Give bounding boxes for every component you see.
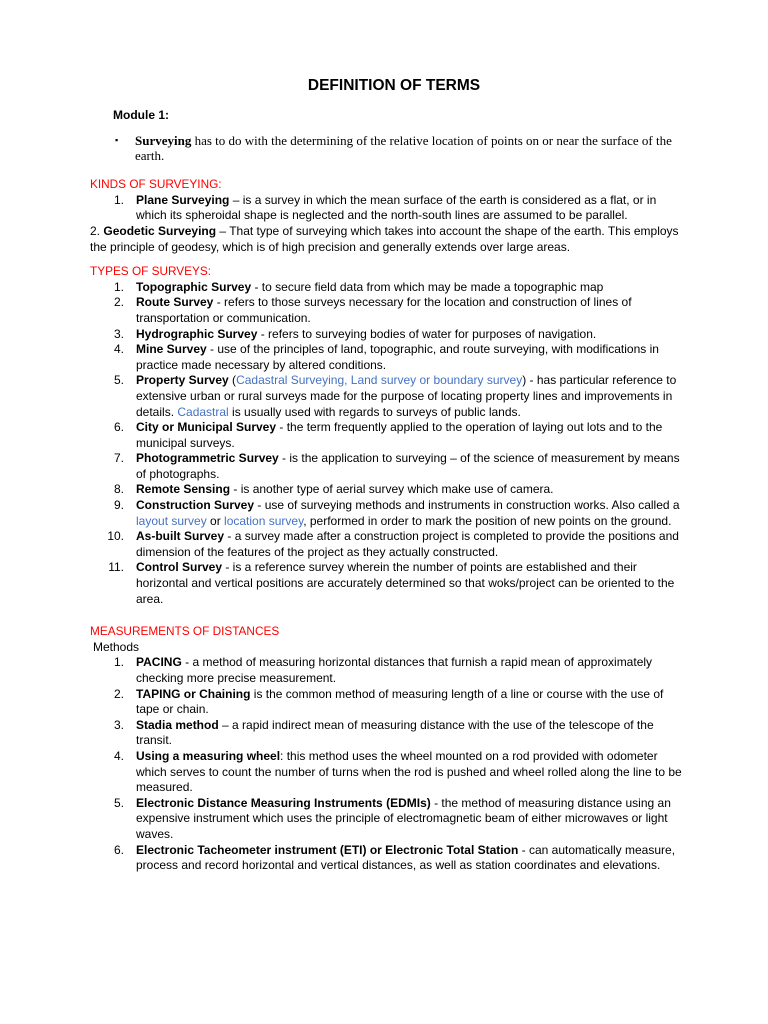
layout-survey-link[interactable]: layout survey [136,513,207,528]
page-title: DEFINITION OF TERMS [307,77,481,94]
intro-term: Surveying [135,133,192,149]
item-number: 9. [113,498,124,513]
item-number: 6. [113,842,124,857]
list-item [90,280,690,296]
item-term: Topographic Survey [136,279,252,294]
module-heading: Module 1: [113,107,169,122]
kinds-item-2 [90,224,690,255]
item-term: Construction Survey [136,498,255,513]
list-item [90,373,690,420]
item-term: Mine Survey [136,342,207,357]
item-number: 4. [113,342,124,357]
item-number: 1. [113,655,124,670]
list-item [90,498,690,529]
item-term: City or Municipal Survey [136,420,277,435]
list-item [90,193,690,224]
item-text: ) - has particular reference to extensive urban or rural surveys made for the purpose of locating property lines and improvements in details. [136,373,677,419]
item-term: Electronic Tacheometer instrument (ETI) or Electronic Total Station [136,842,519,857]
list-item [90,451,690,482]
intro-text: has to do with the determining of the relative location of points on or near the surface of the earth. [135,133,672,164]
list-item [90,687,690,718]
item-term: Remote Sensing [136,482,231,497]
intro-bullet-item [90,133,690,163]
item-number: 8. [113,482,124,497]
location-survey-link[interactable]: location survey [224,513,304,528]
document-page [90,78,690,874]
measurements-list [90,655,690,873]
item-number: 11. [108,560,124,575]
item-text: - the method of measuring distance using an expensive instrument which uses the principle of electromagnetic beam of either microwaves or light waves. [136,795,671,841]
list-item [90,295,690,326]
list-item [90,560,690,607]
item-term: Property Survey [136,373,229,388]
item-text: - to secure field data from which may be made a topographic map [251,279,604,294]
item-text: - refers to surveying bodies of water for purposes of navigation. [257,326,597,341]
list-item [90,482,690,498]
list-item [90,843,690,874]
item-number: 2. [113,295,124,310]
item-text: - a survey made after a construction project is completed to provide the positions and dimension of the features of the project as they actually constructed. [136,529,679,559]
item-text: – is a survey in which the mean surface of the earth is considered as a flat, or in which its spheroidal shape is neglected and the north-south lines are assumed to be parallel. [136,192,657,223]
list-item [90,749,690,796]
item-term: Route Survey [136,295,214,310]
item-term: Electronic Distance Measuring Instruments (EDMIs) [136,795,431,810]
item-number: 6. [113,420,124,435]
item-number: 1. [113,279,124,294]
item-number: 5. [113,373,124,388]
kinds-list [90,193,690,224]
item-term: Using a measuring wheel [136,748,281,763]
item-text: is the common method of measuring length of a line or course with the use of tape or chain. [136,686,664,717]
item-text: - is a reference survey wherein the number of points are established and their horizontal and vertical positions are accurately determined so that woks/project can be oriented to the area. [136,560,675,606]
item-text: - is the application to surveying – of the science of measurement by means of photographs. [136,451,680,481]
types-heading: TYPES OF SURVEYS: [90,264,212,279]
item-term: Geodetic Surveying [103,223,217,238]
list-item [90,718,690,749]
item-number: 2. [90,223,101,238]
item-text: - can automatically measure, process and record horizontal and vertical distances, as well as station coordinates and elevations. [136,842,676,873]
cadastral-link[interactable]: Cadastral [177,404,229,419]
item-number: 7. [113,451,124,466]
item-text: - is another type of aerial survey which make use of camera. [230,482,554,497]
item-number: 4. [113,748,124,763]
item-text: - refers to those surveys necessary for the location and construction of lines of transportation or communication. [136,295,632,325]
item-term: PACING [136,655,182,670]
item-text: - the term frequently applied to the operation of laying out lots and to the municipal surveys. [136,420,663,450]
item-text: or [206,513,225,528]
item-text: : this method uses the wheel mounted on a rod provided with odometer which serves to count the number of turns when the rod is pushed and wheel rolled along the line to be measured. [136,748,682,795]
list-item [90,420,690,451]
kinds-heading: KINDS OF SURVEYING: [90,177,222,192]
item-text: – a rapid indirect mean of measuring distance with the use of the telescope of the transit. [136,717,654,748]
item-term: TAPING or Chaining [136,686,251,701]
item-text: ( [228,373,237,388]
methods-subheading: Methods [93,639,140,654]
item-term: Control Survey [136,560,223,575]
item-number: 1. [113,192,124,207]
item-text: , performed in order to mark the position of new points on the ground. [303,513,672,528]
item-term: Hydrographic Survey [136,326,258,341]
item-text: – That type of surveying which takes into account the shape of the earth. This employs the principle of geodesy, which is of high precision and generally extends over large areas. [90,223,679,254]
item-term: Stadia method [136,717,219,732]
measurements-heading: MEASUREMENTS OF DISTANCES [90,624,280,639]
item-text: - use of the principles of land, topographic, and route surveying, with modifications in practice made necessary by altered conditions. [136,342,659,372]
item-number: 3. [113,717,124,732]
types-list [90,280,690,607]
item-number: 2. [113,686,124,701]
item-text: - a method of measuring horizontal distances that furnish a rapid mean of approximately checking more precise measurement. [136,655,653,685]
item-number: 3. [113,326,124,341]
item-term: Plane Surveying [136,192,230,207]
item-term: As-built Survey [136,529,225,544]
item-text: is usually used with regards to surveys of public lands. [228,404,521,419]
list-item [90,655,690,686]
list-item [90,327,690,343]
list-item [90,529,690,560]
square-bullet-icon: ▪ [115,135,119,146]
item-term: Photogrammetric Survey [136,451,279,466]
item-text: - use of surveying methods and instruments in construction works. Also called a [254,498,680,513]
list-item [90,796,690,843]
cadastral-surveying-link[interactable]: Cadastral Surveying, Land survey or boundary survey [236,373,523,388]
list-item [90,342,690,373]
item-number: 5. [113,795,124,810]
item-number: 10. [107,529,124,544]
